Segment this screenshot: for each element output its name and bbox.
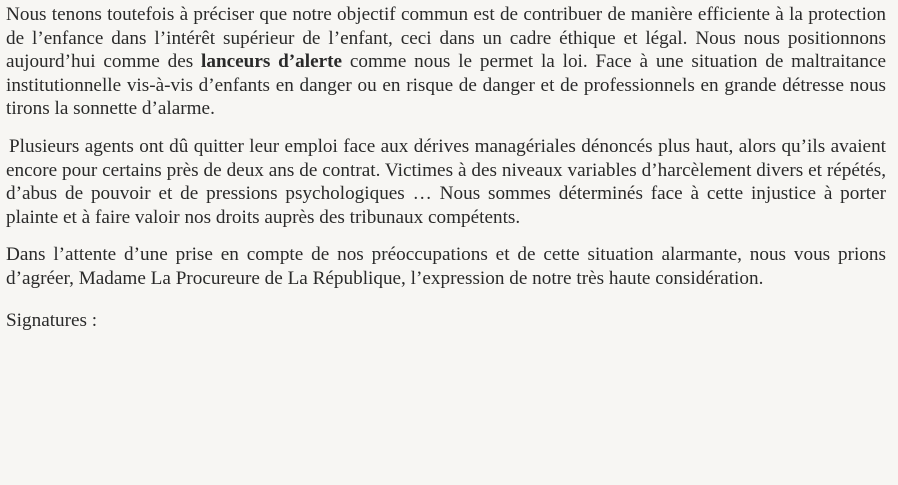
paragraph-agents-left: Plusieurs agents ont dû quitter leur emploi face aux dérives managériales dénoncés plus haut, alors qu’ils avaient encore pour certains près de deux ans de contrat. Victimes à des niveaux variables d’harcèlement divers et répétés, d’abus de pouvoir et de pressions psychologiques … Nous sommes déterminés face à cette injustice à porter plainte et à faire valoir nos droits auprès des tribunaux compétents. [6, 135, 886, 228]
paragraph-1-text-end: comme nous le permet la loi. Face à une situation de maltraitance institutionnelle vis-à-vis d’enfants en danger ou en risque de danger et de professionnels en grande détresse nous tirons la sonnette d’alarme. [6, 51, 886, 120]
whistleblowers-bold-term: lanceurs d’alerte [201, 51, 343, 73]
paragraph-1-text-start: Nous tenons toutefois à préciser que notre objectif commun est de contribuer de manière efficiente à la protection de l’enfance dans l’intérêt supérieur de l’enfant, ceci dans un cadre éthique et légal. Nous nous positionnons aujourd’hui comme des [6, 4, 886, 73]
paragraph-closing-formula: Dans l’attente d’une prise en compte de nos préoccupations et de cette situation alarmante, nous vous prions d’agréer, Madame La Procureure de La République, l’expression de notre très haute considération. [6, 244, 886, 289]
paragraph-purpose-whistleblowers [6, 3, 886, 121]
signatures-label: Signatures : [6, 309, 98, 331]
